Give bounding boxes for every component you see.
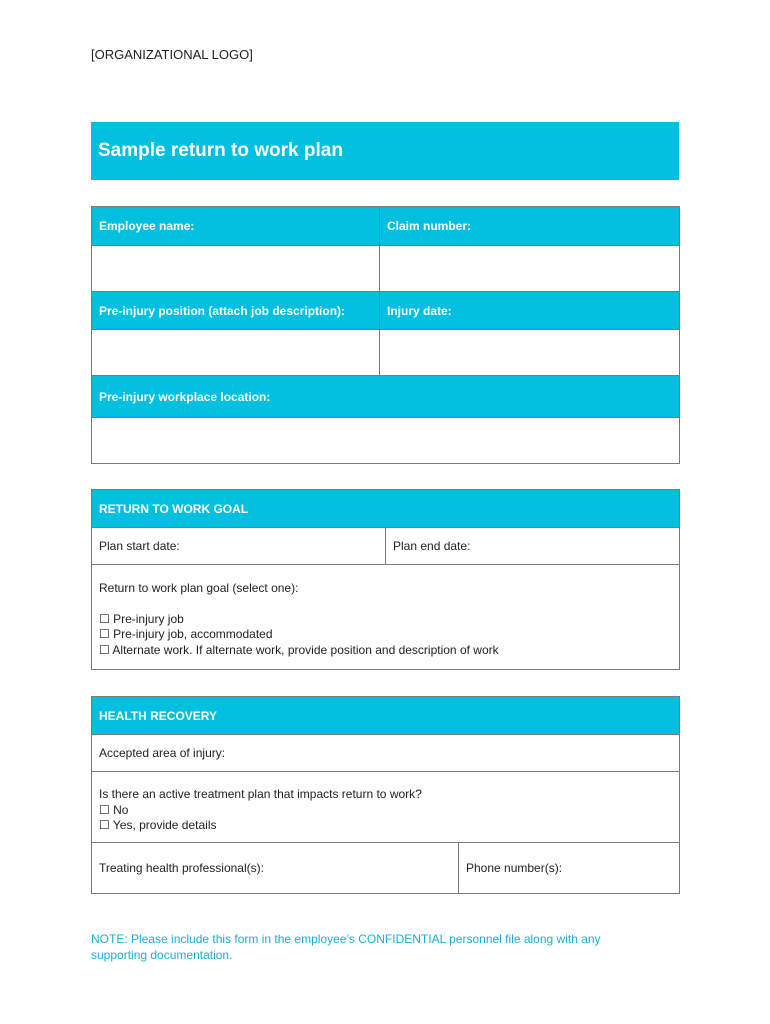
return-to-work-goal-table — [91, 489, 680, 670]
plan-start-date-label: Plan start date: — [99, 539, 180, 553]
organizational-logo-placeholder: [ORGANIZATIONAL LOGO] — [91, 47, 253, 62]
treatment-plan-cell — [92, 772, 680, 843]
workplace-location-field[interactable] — [92, 418, 680, 464]
confidentiality-note: NOTE: Please include this form in the employee’s CONFIDENTIAL personnel file along with any supporting documentation. — [91, 932, 601, 962]
option-yes-provide-details[interactable]: ☐ Yes, provide details — [99, 818, 217, 832]
phone-number-label: Phone number(s): — [466, 861, 563, 875]
injury-date-label: Injury date: — [380, 292, 680, 330]
health-recovery-table — [91, 696, 680, 894]
employee-details-table — [91, 206, 680, 464]
claim-number-field[interactable] — [380, 246, 680, 292]
treating-health-professional-label: Treating health professional(s): — [99, 861, 264, 875]
plan-end-date-label: Plan end date: — [393, 539, 471, 553]
pre-injury-position-field[interactable] — [92, 330, 380, 376]
page-title: Sample return to work plan — [98, 140, 343, 161]
return-to-work-goal-heading: RETURN TO WORK GOAL — [92, 490, 680, 528]
employee-name-field[interactable] — [92, 246, 380, 292]
accepted-area-of-injury-label: Accepted area of injury: — [99, 746, 226, 760]
treatment-plan-question: Is there an active treatment plan that impacts return to work? — [99, 787, 422, 801]
pre-injury-position-label: Pre-injury position (attach job description): — [92, 292, 380, 330]
phone-number-field[interactable] — [459, 843, 680, 894]
option-pre-injury-job[interactable]: ☐ Pre-injury job — [99, 611, 184, 626]
title-banner — [91, 122, 679, 180]
treating-health-professional-field[interactable] — [92, 843, 459, 894]
goal-selection-cell — [92, 565, 680, 670]
workplace-location-label: Pre-injury workplace location: — [92, 376, 680, 418]
option-pre-injury-job-accommodated[interactable]: ☐ Pre-injury job, accommodated — [99, 627, 273, 641]
plan-start-date-field[interactable] — [92, 528, 386, 565]
accepted-area-of-injury-field[interactable] — [92, 735, 680, 772]
claim-number-label: Claim number: — [380, 207, 680, 246]
plan-end-date-field[interactable] — [386, 528, 680, 565]
injury-date-field[interactable] — [380, 330, 680, 376]
goal-prompt: Return to work plan goal (select one): — [99, 581, 299, 595]
health-recovery-heading: HEALTH RECOVERY — [92, 697, 680, 735]
option-alternate-work[interactable]: ☐ Alternate work. If alternate work, provide position and description of work — [99, 642, 499, 657]
employee-name-label: Employee name: — [92, 207, 380, 246]
option-no[interactable]: ☐ No — [99, 802, 129, 817]
